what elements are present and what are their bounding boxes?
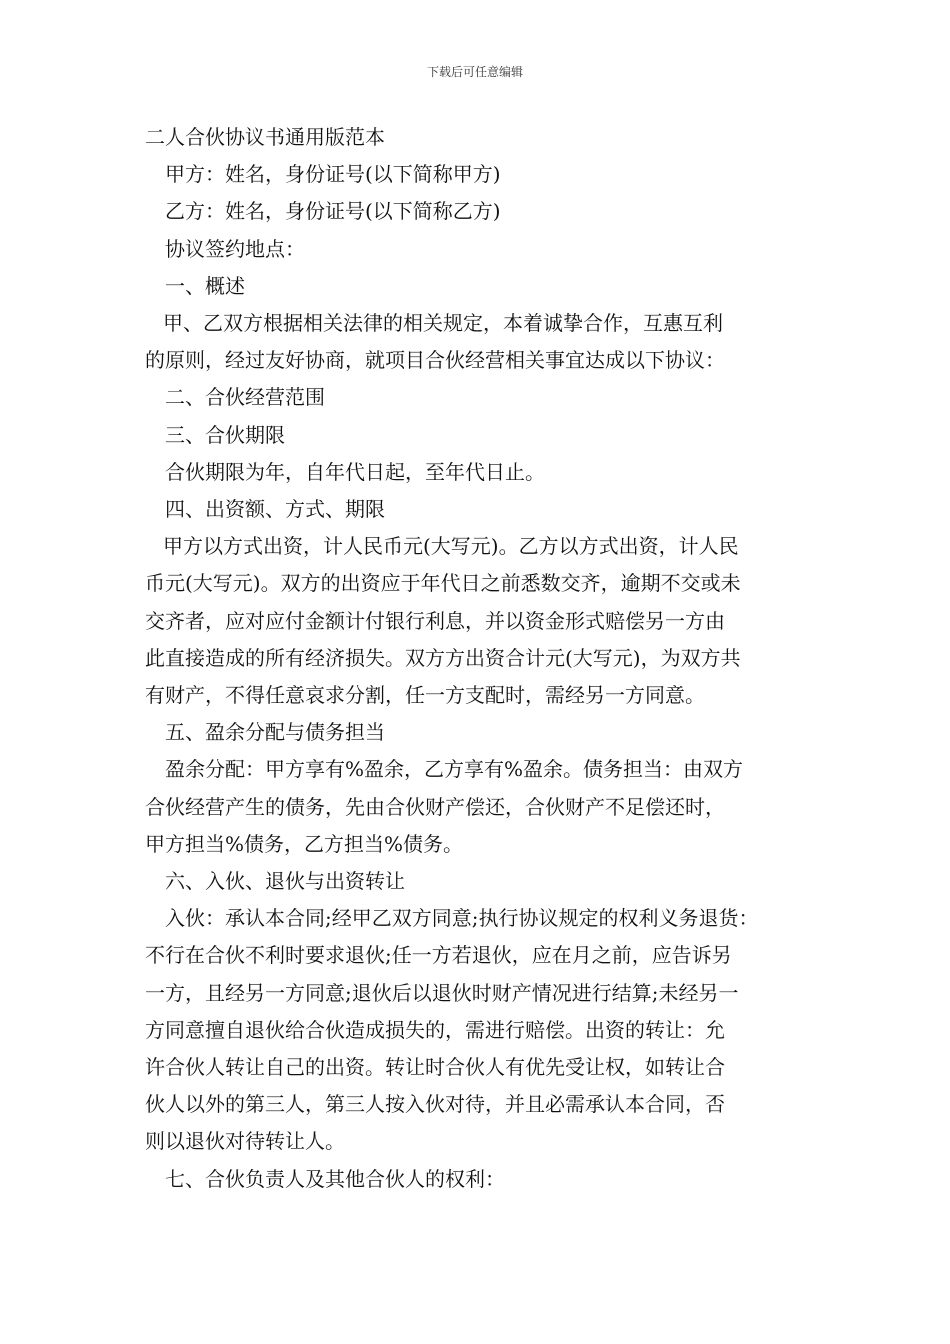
document-line: 合伙期限为年，自年代日起，至年代日止。 <box>165 459 545 484</box>
document-line: 一、概述 <box>165 273 245 298</box>
document-line: 许合伙人转让自己的出资。转让时合伙人有优先受让权，如转让合 <box>145 1055 725 1080</box>
document-line: 甲方：姓名，身份证号(以下简称甲方) <box>165 162 501 187</box>
document-line: 有财产，不得任意哀求分割，任一方支配时，需经另一方同意。 <box>145 683 705 708</box>
document-line: 二、合伙经营范围 <box>165 385 325 410</box>
document-line: 此直接造成的所有经济损失。双方方出资合计元(大写元)，为双方共 <box>145 645 741 670</box>
document-line: 甲方担当%债务，乙方担当%债务。 <box>145 831 464 856</box>
document-line: 甲方以方式出资，计人民币元(大写元)。乙方以方式出资，计人民 <box>163 534 739 559</box>
document-lines <box>145 156 810 1198</box>
document-line: 伙人以外的第三人，第三人按入伙对待，并且必需承认本合同，否 <box>145 1092 725 1117</box>
document-line: 四、出资额、方式、期限 <box>165 497 385 522</box>
document-line: 则以退伙对待转让人。 <box>145 1129 345 1154</box>
document-line: 甲、乙双方根据相关法律的相关规定，本着诚挚合作，互惠互利 <box>163 311 723 336</box>
document-line: 五、盈余分配与债务担当 <box>165 720 385 745</box>
document-line: 协议签约地点： <box>165 236 305 261</box>
document-line: 不行在合伙不利时要求退伙;任一方若退伙，应在月之前，应告诉另 <box>145 943 732 968</box>
document-line: 方同意擅自退伙给合伙造成损失的，需进行赔偿。出资的转让：允 <box>145 1017 725 1042</box>
document-line: 入伙：承认本合同;经甲乙双方同意;执行协议规定的权利义务退货： <box>165 906 759 931</box>
document-line: 合伙经营产生的债务，先由合伙财产偿还，合伙财产不足偿还时， <box>145 794 725 819</box>
document-line: 一方，且经另一方同意;退伙后以退伙时财产情况进行结算;未经另一 <box>145 980 739 1005</box>
document-line: 币元(大写元)。双方的出资应于年代日之前悉数交齐，逾期不交或未 <box>145 571 741 596</box>
document-line: 交齐者，应对应付金额计付银行利息，并以资金形式赔偿另一方由 <box>145 608 725 633</box>
document-line: 六、入伙、退伙与出资转让 <box>165 869 405 894</box>
page-header-note: 下载后可任意编辑 <box>426 65 523 79</box>
document-line: 盈余分配：甲方享有%盈余，乙方享有%盈余。债务担当：由双方 <box>165 757 744 782</box>
document-line: 乙方：姓名，身份证号(以下简称乙方) <box>165 199 501 224</box>
document-line: 三、合伙期限 <box>165 422 285 447</box>
document-line: 的原则，经过友好协商，就项目合伙经营相关事宜达成以下协议： <box>145 348 725 373</box>
document-title: 二人合伙协议书通用版范本 <box>145 125 385 149</box>
document-line: 七、合伙负责人及其他合伙人的权利： <box>165 1166 505 1191</box>
document-body <box>145 119 810 1198</box>
